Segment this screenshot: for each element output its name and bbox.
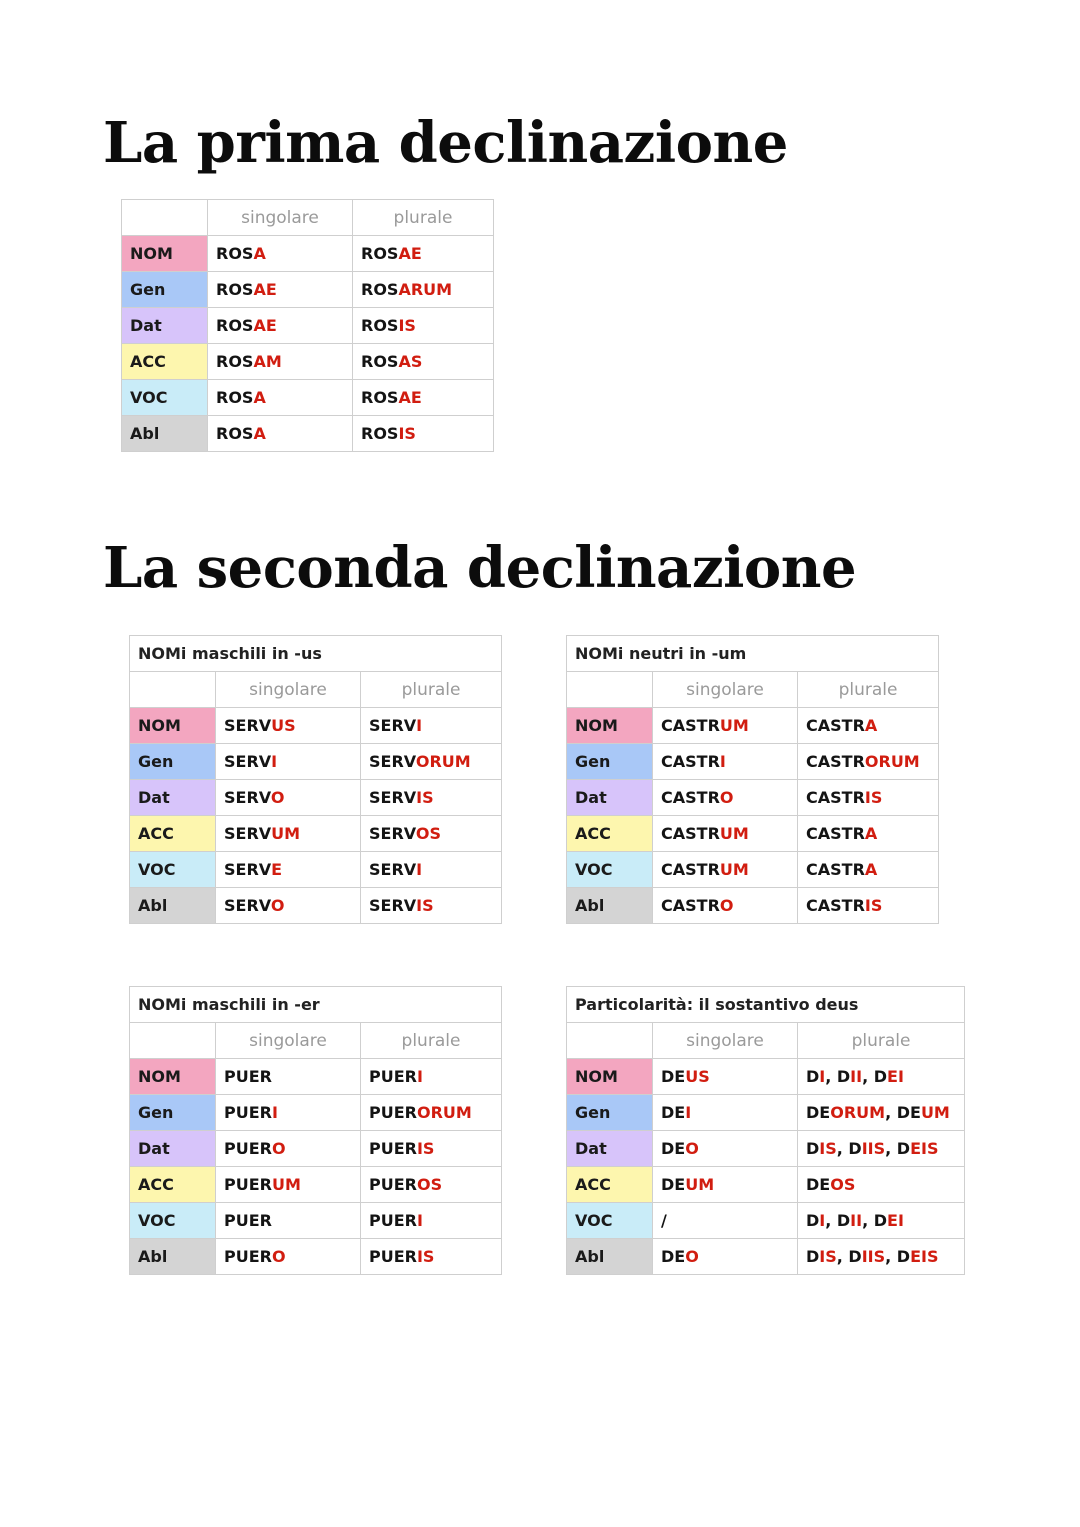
table-row (130, 744, 502, 780)
plural-form-cell (361, 1203, 502, 1239)
word-stem: DE (661, 1067, 686, 1086)
word-stem: / (661, 1211, 667, 1230)
column-header-plurale: plurale (361, 1023, 502, 1059)
singular-form-cell (653, 1059, 798, 1095)
case-label-abl: Abl (567, 1239, 653, 1275)
word-ending: AS (398, 352, 423, 371)
word-stem: D (806, 1211, 820, 1230)
word-ending: UM (719, 824, 749, 843)
word-ending: IIS (861, 1247, 886, 1266)
word-stem: PUER (369, 1103, 417, 1122)
word-stem: SERV (369, 860, 417, 879)
word-stem: ROS (361, 280, 399, 299)
word-ending: O (685, 1139, 699, 1158)
word-ending: EIS (910, 1139, 939, 1158)
plural-form-cell (361, 1059, 502, 1095)
plural-form-cell (798, 888, 939, 924)
singular-form-cell (216, 1131, 361, 1167)
table-row (567, 708, 939, 744)
table-row (130, 852, 502, 888)
word-stem: D (848, 1139, 862, 1158)
case-label-nom: NOM (567, 708, 653, 744)
word-stem: DE (661, 1175, 686, 1194)
singular-form-cell (208, 272, 353, 308)
word-stem: CASTR (806, 788, 865, 807)
word-stem: ROS (216, 424, 254, 443)
singular-form-cell (653, 1131, 798, 1167)
word-stem: DE (661, 1103, 686, 1122)
word-stem: CASTR (806, 860, 865, 879)
header-empty-cell (122, 200, 208, 236)
plural-form-cell (353, 380, 494, 416)
word-ending: A (253, 424, 266, 443)
word-ending: O (271, 1139, 286, 1158)
word-ending: EI (887, 1067, 904, 1086)
word-ending: ORUM (864, 752, 920, 771)
section-title-prima: La prima declinazione (103, 110, 788, 176)
table-row (130, 1167, 502, 1203)
singular-form-cell (208, 380, 353, 416)
word-ending: IS (819, 1139, 837, 1158)
word-ending: IS (864, 896, 883, 915)
word-stem: CASTR (806, 752, 865, 771)
table-caption: Particolarità: il sostantivo deus (567, 987, 965, 1023)
word-ending: A (864, 716, 878, 735)
word-stem: SERV (224, 824, 272, 843)
word-stem: ROS (361, 316, 399, 335)
word-ending: ORUM (415, 752, 471, 771)
word-ending: IS (398, 316, 416, 335)
word-ending: AM (253, 352, 282, 371)
word-stem: PUER (224, 1247, 272, 1266)
plural-form-cell (361, 852, 502, 888)
word-stem: PUER (369, 1211, 417, 1230)
word-stem: ROS (361, 244, 399, 263)
word-ending: ORUM (416, 1103, 472, 1122)
plural-form-cell (361, 744, 502, 780)
table-row (130, 780, 502, 816)
word-ending: ORUM (830, 1103, 886, 1122)
word-stem: SERV (369, 716, 417, 735)
word-stem: CASTR (661, 788, 720, 807)
table-row (130, 708, 502, 744)
word-stem: CASTR (661, 752, 720, 771)
case-label-abl: Abl (130, 888, 216, 924)
singular-form-cell (653, 1095, 798, 1131)
table-caption: NOMi maschili in -us (130, 636, 502, 672)
word-ending: IS (416, 1139, 435, 1158)
word-stem: PUER (224, 1103, 272, 1122)
singular-form-cell (653, 1167, 798, 1203)
word-stem: CASTR (661, 716, 720, 735)
case-label-voc: VOC (130, 852, 216, 888)
singular-form-cell (208, 344, 353, 380)
table-row (130, 1095, 502, 1131)
word-ending: I (819, 1067, 826, 1086)
plural-form-cell (353, 344, 494, 380)
table-row (130, 1131, 502, 1167)
word-ending: IS (416, 788, 434, 807)
word-ending: I (416, 1067, 423, 1086)
table-neutri-um (566, 635, 939, 924)
word-stem: D (836, 1067, 851, 1086)
word-ending: I (416, 1211, 423, 1230)
singular-form-cell (653, 1239, 798, 1275)
word-ending: AE (398, 388, 422, 407)
word-stem: DE (806, 1103, 831, 1122)
word-ending: I (271, 752, 278, 771)
form-separator: , (836, 1139, 849, 1158)
word-stem: CASTR (806, 896, 865, 915)
word-stem: D (806, 1247, 820, 1266)
case-label-gen: Gen (130, 1095, 216, 1131)
word-stem: PUER (369, 1067, 417, 1086)
word-stem: ROS (361, 388, 399, 407)
word-ending: O (719, 788, 734, 807)
plural-form-cell (798, 780, 939, 816)
word-stem: SERV (224, 716, 272, 735)
word-stem: D (836, 1211, 851, 1230)
word-stem: SERV (369, 788, 417, 807)
word-ending: I (271, 1103, 278, 1122)
word-ending: EI (887, 1211, 904, 1230)
table-row (567, 816, 939, 852)
word-stem: ROS (361, 424, 399, 443)
table-row (130, 1203, 502, 1239)
word-stem: DE (896, 1103, 921, 1122)
word-ending: AE (253, 280, 277, 299)
word-stem: DE (661, 1139, 686, 1158)
singular-form-cell (216, 744, 361, 780)
word-stem: DE (661, 1247, 686, 1266)
singular-form-cell (653, 744, 798, 780)
table-row (130, 816, 502, 852)
table-row (567, 1095, 965, 1131)
singular-form-cell (208, 236, 353, 272)
word-ending: UM (271, 824, 301, 843)
plural-form-cell (798, 744, 939, 780)
word-stem: D (896, 1139, 911, 1158)
table-caption: NOMi maschili in -er (130, 987, 502, 1023)
case-label-voc: VOC (130, 1203, 216, 1239)
word-stem: SERV (224, 860, 272, 879)
plural-form-cell (361, 708, 502, 744)
singular-form-cell (653, 888, 798, 924)
singular-form-cell (216, 1059, 361, 1095)
singular-form-cell (216, 1095, 361, 1131)
singular-form-cell (653, 708, 798, 744)
table-row (130, 1239, 502, 1275)
word-ending: II (850, 1067, 863, 1086)
case-label-acc: ACC (130, 1167, 216, 1203)
plural-form-cell (798, 816, 939, 852)
word-stem: D (873, 1067, 888, 1086)
table-row (567, 888, 939, 924)
word-ending: IS (864, 788, 883, 807)
word-ending: IS (416, 896, 434, 915)
table-row (130, 888, 502, 924)
plural-form-cell (361, 1239, 502, 1275)
word-stem: SERV (224, 788, 271, 807)
word-stem: PUER (224, 1175, 272, 1194)
singular-form-cell (653, 852, 798, 888)
table-row (122, 416, 494, 452)
table-row (567, 1239, 965, 1275)
word-stem: ROS (216, 244, 254, 263)
word-stem: CASTR (661, 860, 720, 879)
singular-form-cell (208, 416, 353, 452)
singular-form-cell (653, 1203, 798, 1239)
singular-form-cell (216, 888, 361, 924)
table-row (130, 1059, 502, 1095)
word-ending: O (719, 896, 734, 915)
word-stem: PUER (369, 1139, 417, 1158)
word-ending: I (719, 752, 726, 771)
word-ending: UM (719, 716, 749, 735)
case-label-acc: ACC (567, 1167, 653, 1203)
table-prima-rosa (121, 199, 494, 452)
table-row (122, 272, 494, 308)
word-stem: ROS (216, 388, 254, 407)
case-label-nom: NOM (130, 708, 216, 744)
table-row (567, 780, 939, 816)
table-row (567, 1203, 965, 1239)
word-stem: SERV (369, 752, 416, 771)
header-empty-cell (567, 672, 653, 708)
form-separator: , (862, 1211, 874, 1230)
word-stem: CASTR (806, 824, 865, 843)
case-label-dat: Dat (567, 780, 653, 816)
case-label-gen: Gen (130, 744, 216, 780)
word-ending: O (270, 896, 285, 915)
word-stem: PUER (224, 1139, 272, 1158)
plural-form-cell (798, 1239, 965, 1275)
header-empty-cell (130, 1023, 216, 1059)
singular-form-cell (216, 852, 361, 888)
column-header-singolare: singolare (653, 672, 798, 708)
word-ending: A (253, 244, 266, 263)
column-header-singolare: singolare (208, 200, 353, 236)
word-stem: D (873, 1211, 888, 1230)
plural-form-cell (361, 1131, 502, 1167)
plural-form-cell (353, 236, 494, 272)
word-stem: ROS (216, 352, 254, 371)
word-ending: ARUM (398, 280, 453, 299)
plural-form-cell (353, 308, 494, 344)
plural-form-cell (361, 888, 502, 924)
word-stem: ROS (216, 280, 254, 299)
word-ending: OS (416, 1175, 443, 1194)
word-ending: A (864, 860, 878, 879)
case-label-nom: NOM (122, 236, 208, 272)
word-ending: OS (415, 824, 441, 843)
word-ending: OS (830, 1175, 856, 1194)
column-header-singolare: singolare (216, 1023, 361, 1059)
word-ending: IS (416, 1247, 435, 1266)
case-label-dat: Dat (567, 1131, 653, 1167)
column-header-plurale: plurale (361, 672, 502, 708)
plural-form-cell (798, 1167, 965, 1203)
word-ending: O (270, 788, 285, 807)
word-stem: PUER (224, 1211, 272, 1230)
singular-form-cell (216, 816, 361, 852)
plural-form-cell (798, 852, 939, 888)
plural-form-cell (798, 1203, 965, 1239)
plural-form-cell (361, 1095, 502, 1131)
word-ending: A (253, 388, 266, 407)
singular-form-cell (208, 308, 353, 344)
table-maschili-er (129, 986, 502, 1275)
case-label-gen: Gen (567, 1095, 653, 1131)
case-label-voc: VOC (567, 852, 653, 888)
singular-form-cell (653, 816, 798, 852)
form-separator: , (836, 1247, 849, 1266)
column-header-singolare: singolare (216, 672, 361, 708)
singular-form-cell (216, 1167, 361, 1203)
word-stem: SERV (369, 824, 416, 843)
word-stem: D (896, 1247, 911, 1266)
word-ending: US (271, 716, 296, 735)
word-ending: O (685, 1247, 699, 1266)
word-ending: A (864, 824, 878, 843)
word-ending: UM (271, 1175, 301, 1194)
table-caption: NOMi neutri in -um (567, 636, 939, 672)
plural-form-cell (361, 816, 502, 852)
word-ending: IIS (861, 1139, 886, 1158)
word-stem: SERV (369, 896, 417, 915)
column-header-plurale: plurale (798, 1023, 965, 1059)
word-ending: I (819, 1211, 826, 1230)
case-label-voc: VOC (122, 380, 208, 416)
plural-form-cell (353, 416, 494, 452)
table-row (122, 236, 494, 272)
table-row (122, 308, 494, 344)
table-deus (566, 986, 965, 1275)
case-label-acc: ACC (130, 816, 216, 852)
word-ending: EIS (910, 1247, 939, 1266)
word-ending: IS (398, 424, 416, 443)
plural-form-cell (798, 1131, 965, 1167)
word-ending: US (685, 1067, 710, 1086)
case-label-dat: Dat (130, 780, 216, 816)
word-ending: I (416, 860, 423, 879)
case-label-voc: VOC (567, 1203, 653, 1239)
plural-form-cell (798, 1095, 965, 1131)
form-separator: , (885, 1139, 897, 1158)
word-stem: D (806, 1067, 820, 1086)
form-separator: , (885, 1103, 897, 1122)
column-header-singolare: singolare (653, 1023, 798, 1059)
section-title-seconda: La seconda declinazione (103, 535, 857, 601)
table-row (122, 344, 494, 380)
column-header-plurale: plurale (353, 200, 494, 236)
word-ending: UM (719, 860, 749, 879)
word-stem: CASTR (661, 896, 720, 915)
singular-form-cell (216, 708, 361, 744)
case-label-nom: NOM (567, 1059, 653, 1095)
word-ending: II (850, 1211, 863, 1230)
word-stem: PUER (369, 1247, 417, 1266)
singular-form-cell (216, 1239, 361, 1275)
table-row (122, 380, 494, 416)
case-label-nom: NOM (130, 1059, 216, 1095)
word-stem: PUER (224, 1067, 272, 1086)
column-header-plurale: plurale (798, 672, 939, 708)
plural-form-cell (798, 1059, 965, 1095)
plural-form-cell (361, 780, 502, 816)
plural-form-cell (798, 708, 939, 744)
case-label-abl: Abl (122, 416, 208, 452)
singular-form-cell (216, 1203, 361, 1239)
word-ending: AE (253, 316, 277, 335)
table-row (567, 852, 939, 888)
word-stem: CASTR (661, 824, 720, 843)
word-stem: DE (806, 1175, 831, 1194)
form-separator: , (825, 1067, 837, 1086)
word-stem: SERV (224, 752, 272, 771)
word-stem: ROS (361, 352, 399, 371)
word-stem: D (806, 1139, 820, 1158)
form-separator: , (825, 1211, 837, 1230)
case-label-acc: ACC (567, 816, 653, 852)
plural-form-cell (361, 1167, 502, 1203)
table-row (567, 744, 939, 780)
table-maschili-us (129, 635, 502, 924)
word-ending: UM (685, 1175, 715, 1194)
table-row (567, 1167, 965, 1203)
case-label-abl: Abl (567, 888, 653, 924)
form-separator: , (862, 1067, 874, 1086)
case-label-abl: Abl (130, 1239, 216, 1275)
word-ending: O (271, 1247, 286, 1266)
form-separator: , (885, 1247, 897, 1266)
word-stem: D (848, 1247, 862, 1266)
word-stem: CASTR (806, 716, 865, 735)
word-ending: I (416, 716, 423, 735)
word-ending: E (271, 860, 283, 879)
case-label-gen: Gen (567, 744, 653, 780)
table-row (567, 1131, 965, 1167)
word-stem: PUER (369, 1175, 417, 1194)
singular-form-cell (653, 780, 798, 816)
word-ending: IS (819, 1247, 837, 1266)
singular-form-cell (216, 780, 361, 816)
header-empty-cell (130, 672, 216, 708)
word-ending: AE (398, 244, 422, 263)
table-row (567, 1059, 965, 1095)
word-ending: UM (920, 1103, 950, 1122)
word-ending: I (685, 1103, 692, 1122)
header-empty-cell (567, 1023, 653, 1059)
case-label-gen: Gen (122, 272, 208, 308)
word-stem: ROS (216, 316, 254, 335)
word-stem: SERV (224, 896, 271, 915)
plural-form-cell (353, 272, 494, 308)
case-label-dat: Dat (122, 308, 208, 344)
case-label-dat: Dat (130, 1131, 216, 1167)
case-label-acc: ACC (122, 344, 208, 380)
